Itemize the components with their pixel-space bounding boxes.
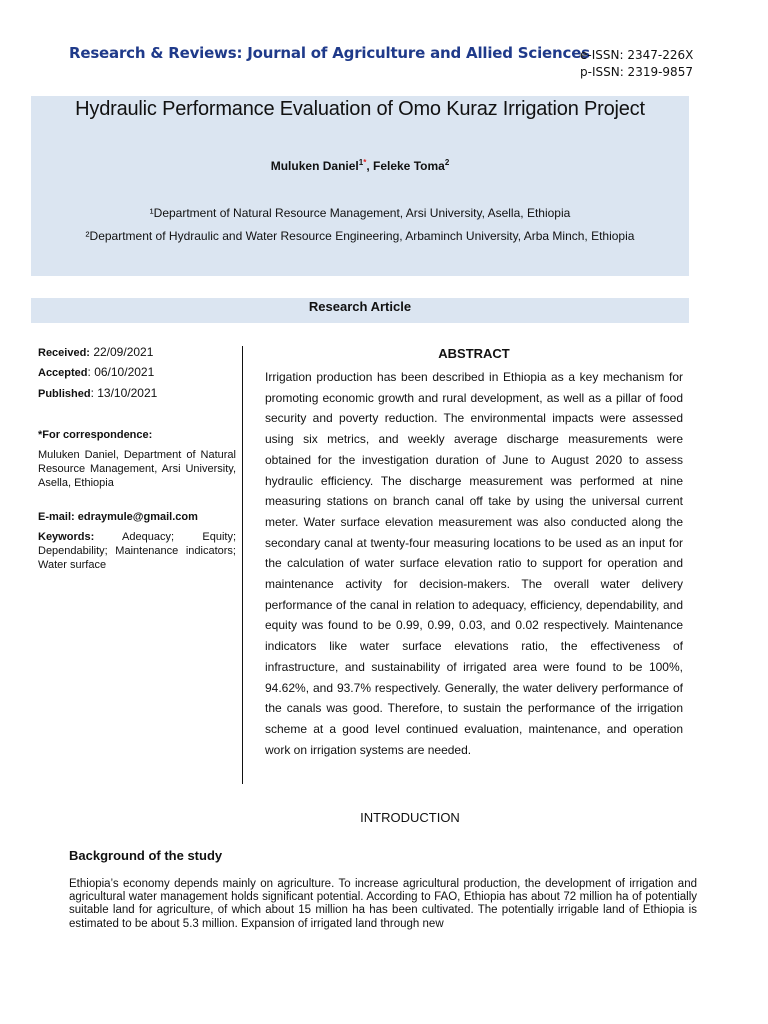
- keywords: [38, 530, 236, 572]
- published-date: [38, 386, 157, 400]
- keywords-text: Adequacy; Equity; Dependability; Maintenance indicators; Water surface: [38, 531, 236, 571]
- abstract-heading: ABSTRACT: [438, 346, 510, 361]
- accepted-label: Accepted: [38, 367, 88, 379]
- author-1-affiliation-mark: 1: [358, 158, 364, 167]
- corresponding-author-mark: *: [363, 158, 367, 167]
- author-2-affiliation-mark: 2: [444, 158, 450, 167]
- journal-name: Research & Reviews: Journal of Agriculture and Allied Sciences: [69, 44, 590, 62]
- correspondence-text: Muluken Daniel, Department of Natural Resource Management, Arsi University, Asella, Ethiopia: [38, 449, 236, 489]
- introduction-heading: INTRODUCTION: [360, 810, 460, 825]
- accepted-value: : 06/10/2021: [87, 365, 155, 379]
- email-address: E-mail: edraymule@gmail.com: [38, 511, 198, 523]
- accepted-date: [38, 365, 154, 379]
- abstract-text: Irrigation production has been described in Ethiopia as a key mechanism for promoting economic growth and rural development, as well as a pillar of food security and poverty reduction. The environmental impacts were assessed using six metrics, and weekly average discharge measurements were obtained for the investigation duration of June to August 2020 to assess hydraulic efficiency. The discharge measurement was performed at nine measuring stations on branch canal off take by using the universal current meter. Water surface elevation measurement was also conducted along the secondary canal at twenty-four measuring locations to be used as an input for the calculation of water surface elevation ratio to support for operation and maintenance activity for decision-makers. The overall water delivery performance of the canal in relation to adequacy, efficiency, dependability, and equity was found to be 0.99, 0.99, 0.03, and 0.02 respectively. Maintenance indicators like water surface elevations ratio, the effectiveness of infrastructure, and sustainability of irrigated area were found to be 100%, 94.62%, and 93.7% respectively. Generally, the water delivery performance of the canals was good. Therefore, to sustain the performance of the irrigation scheme at a good level continued evaluation, maintenance, and operation work on irrigation systems are needed.: [265, 370, 683, 757]
- author-2: Feleke Toma: [373, 159, 445, 173]
- received-label: Received:: [38, 347, 90, 359]
- article-type: Research Article: [308, 299, 412, 314]
- received-value: 22/09/2021: [93, 345, 154, 359]
- affiliation-1: ¹Department of Natural Resource Management, Arsi University, Asella, Ethiopia: [149, 206, 571, 220]
- column-divider: [242, 346, 243, 784]
- keywords-label: Keywords:: [38, 531, 95, 543]
- correspondence-heading: *For correspondence:: [38, 429, 153, 441]
- published-value: : 13/10/2021: [90, 386, 158, 400]
- background-subheading: Background of the study: [69, 848, 223, 863]
- published-label: Published: [38, 388, 91, 400]
- p-issn: p-ISSN: 2319-9857: [580, 65, 693, 79]
- affiliation-2: ²Department of Hydraulic and Water Resource Engineering, Arbaminch University, Arba Minch, Ethiopia: [85, 229, 635, 243]
- paper-title: Hydraulic Performance Evaluation of Omo Kuraz Irrigation Project: [75, 98, 645, 120]
- e-issn: e-ISSN: 2347-226X: [580, 48, 694, 62]
- author-1: Muluken Daniel: [270, 159, 359, 173]
- introduction-text: Ethiopia’s economy depends mainly on agriculture. To increase agricultural production, the development of irrigation and agricultural water management holds significant potential. According to FAO, Ethiopia has about 72 million ha of potentially suitable land for agriculture, of which about 15 million ha has been cultivated. The potentially irrigable land of Ethiopia is estimated to be about 5.3 million. Expansion of irrigated land through new: [69, 878, 697, 930]
- received-date: [38, 345, 153, 359]
- authors-line: Muluken Daniel$^{1*}$, Feleke Toma$^2$: [270, 158, 450, 173]
- title-block-background: [31, 96, 689, 276]
